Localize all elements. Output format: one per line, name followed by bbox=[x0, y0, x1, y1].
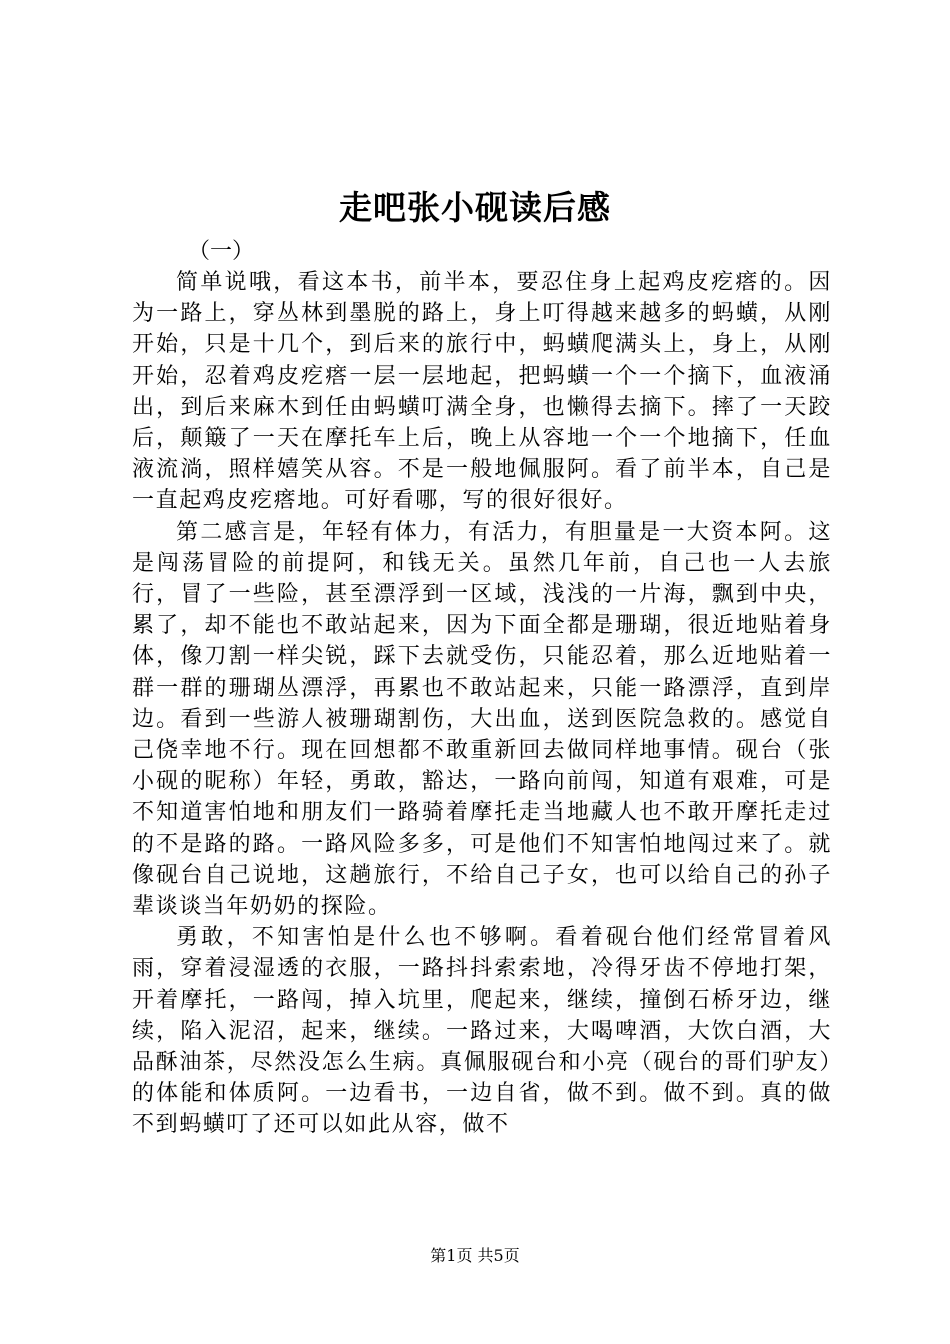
document-title: 走吧张小砚读后感 bbox=[339, 188, 611, 227]
page-number-footer: 第1页 共5页 bbox=[430, 1246, 520, 1265]
document-body bbox=[132, 236, 832, 1141]
paragraph-1: 简单说哦，看这本书，前半本，要忍住身上起鸡皮疙瘩的。因为一路上，穿丛林到墨脱的路上，身上叮得越来越多的蚂蟥，从刚开始，只是十几个，到后来的旅行中，蚂蟥爬满头上，身上，从刚开始，忍着鸡皮疙瘩一层一层地起，把蚂蟥一个一个摘下，血液涌出，到后来麻木到任由蚂蟥叮满全身，也懒得去摘下。摔了一天跤后，颠簸了一天在摩托车上后，晚上从容地一个一个地摘下，任血液流淌，照样嬉笑从容。不是一般地佩服阿。看了前半本，自己是一直起鸡皮疙瘩地。可好看哪，写的很好很好。 bbox=[132, 270, 832, 514]
section-label: （一） bbox=[188, 239, 255, 264]
paragraph-3: 勇敢，不知害怕是什么也不够啊。看着砚台他们经常冒着风雨，穿着浸湿透的衣服，一路抖抖索索地，冷得牙齿不停地打架，开着摩托，一路闯，掉入坑里，爬起来，继续，撞倒石桥牙边，继续，陷入泥沼，起来，继续。一路过来，大喝啤酒，大饮白酒，大品酥油茶，尽然没怎么生病。真佩服砚台和小亮（砚台的哥们驴友）的体能和体质阿。一边看书，一边自省，做不到。做不到。真的做不到蚂蟥叮了还可以如此从容，做不 bbox=[132, 925, 832, 1138]
paragraph-2: 第二感言是，年轻有体力，有活力，有胆量是一大资本阿。这是闯荡冒险的前提阿，和钱无关。虽然几年前，自己也一人去旅行，冒了一些险，甚至漂浮到一区域，浅浅的一片海，飘到中央，累了，却不能也不敢站起来，因为下面全都是珊瑚，很近地贴着身体，像刀割一样尖锐，踩下去就受伤，只能忍着，那么近地贴着一群一群的珊瑚丛漂浮，再累也不敢站起来，只能一路漂浮，直到岸边。看到一些游人被珊瑚割伤，大出血，送到医院急救的。感觉自己侥幸地不行。现在回想都不敢重新回去做同样地事情。砚台（张小砚的昵称）年轻，勇敢，豁达，一路向前闯，知道有艰难，可是不知道害怕地和朋友们一路骑着摩托走当地藏人也不敢开摩托走过的不是路的路。一路风险多多，可是他们不知害怕地闯过来了。就像砚台自己说地，这趟旅行，不给自己子女，也可以给自己的孙子辈谈谈当年奶奶的探险。 bbox=[132, 519, 832, 920]
